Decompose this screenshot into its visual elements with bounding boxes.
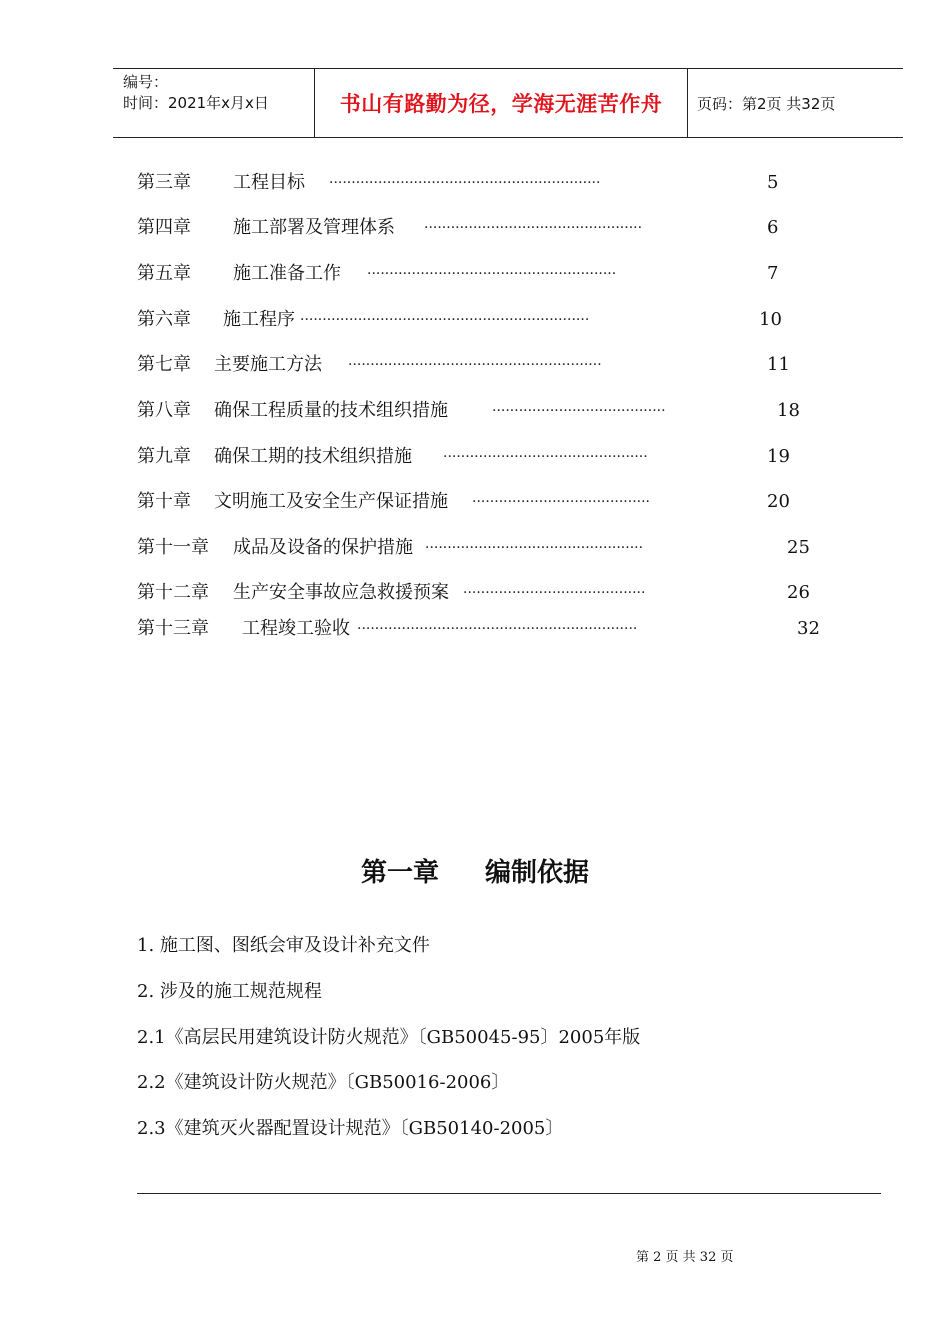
header-divider [687, 69, 688, 137]
body-paragraph: 2. 涉及的施工规范规程 [137, 981, 322, 1002]
chapter-title: 编制依据 [485, 858, 590, 888]
toc-leader-dots: ································································· [300, 312, 590, 328]
toc-page-number: 10 [759, 309, 782, 330]
toc-page-number: 18 [777, 400, 800, 421]
toc-leader-dots: ················································· [424, 220, 643, 236]
toc-title: 施工部署及管理体系 [233, 217, 395, 238]
page-header [113, 68, 903, 138]
toc-title: 文明施工及安全生产保证措施 [214, 491, 448, 512]
header-page-info: 页码：第2页 共32页 [697, 94, 836, 113]
body-paragraph: 2.3《建筑灭火器配置设计规范》〔GB50140-2005〕 [137, 1118, 564, 1139]
toc-title: 施工程序 [223, 309, 295, 330]
toc-leader-dots: ········································ [472, 494, 651, 510]
toc-page-number: 11 [767, 354, 790, 375]
toc-chapter: 第十章 [137, 491, 191, 512]
body-paragraph: 2.1《高层民用建筑设计防火规范》〔GB50045-95〕2005年版 [137, 1027, 641, 1048]
toc-leader-dots: ························································· [348, 357, 602, 373]
toc-page-number: 6 [767, 217, 779, 238]
toc-title: 工程目标 [233, 172, 305, 193]
header-meta [123, 72, 313, 114]
toc-leader-dots: ····························································· [329, 175, 601, 191]
toc-page-number: 19 [767, 446, 790, 467]
toc-title: 确保工期的技术组织措施 [214, 446, 412, 467]
toc-chapter: 第七章 [137, 354, 191, 375]
header-number-label: 编号： [123, 73, 169, 91]
toc-page-number: 32 [797, 618, 820, 639]
header-time-label: 时间：2021年x月x日 [123, 94, 269, 112]
toc-title: 工程竣工验收 [242, 618, 350, 639]
toc-page-number: 7 [767, 263, 779, 284]
toc-chapter: 第十一章 [137, 537, 209, 558]
chapter-number: 第一章 [360, 858, 439, 888]
toc-leader-dots: ························································ [367, 266, 617, 282]
toc-leader-dots: ·············································· [443, 449, 648, 465]
toc-chapter: 第四章 [137, 217, 191, 238]
toc-page-number: 25 [787, 537, 810, 558]
toc-title: 主要施工方法 [214, 354, 322, 375]
toc-chapter: 第十三章 [137, 618, 209, 639]
toc-title: 施工准备工作 [233, 263, 341, 284]
toc-leader-dots: ················································· [425, 540, 644, 556]
footer-page-number: 第 2 页 共 32 页 [636, 1250, 734, 1265]
toc-chapter: 第八章 [137, 400, 191, 421]
toc-page-number: 26 [787, 582, 810, 603]
header-motto: 书山有路勤为径，学海无涯苦作舟 [339, 92, 663, 116]
body-paragraph: 2.2《建筑设计防火规范》〔GB50016-2006〕 [137, 1072, 510, 1093]
chapter-heading [0, 852, 950, 889]
toc-chapter: 第九章 [137, 446, 191, 467]
toc-title: 确保工程质量的技术组织措施 [214, 400, 448, 421]
toc-chapter: 第六章 [137, 309, 191, 330]
toc-page-number: 20 [767, 491, 790, 512]
body-paragraph: 1. 施工图、图纸会审及设计补充文件 [137, 935, 430, 956]
toc-chapter: 第三章 [137, 172, 191, 193]
toc-title: 生产安全事故应急救援预案 [233, 582, 449, 603]
toc-page-number: 5 [767, 172, 779, 193]
toc-leader-dots: ········································· [463, 585, 646, 601]
footer-divider [137, 1193, 881, 1194]
toc-title: 成品及设备的保护措施 [233, 537, 413, 558]
toc-chapter: 第十二章 [137, 582, 209, 603]
toc-leader-dots: ······························································· [357, 621, 638, 637]
toc-chapter: 第五章 [137, 263, 191, 284]
toc-leader-dots: ······································· [492, 403, 666, 419]
